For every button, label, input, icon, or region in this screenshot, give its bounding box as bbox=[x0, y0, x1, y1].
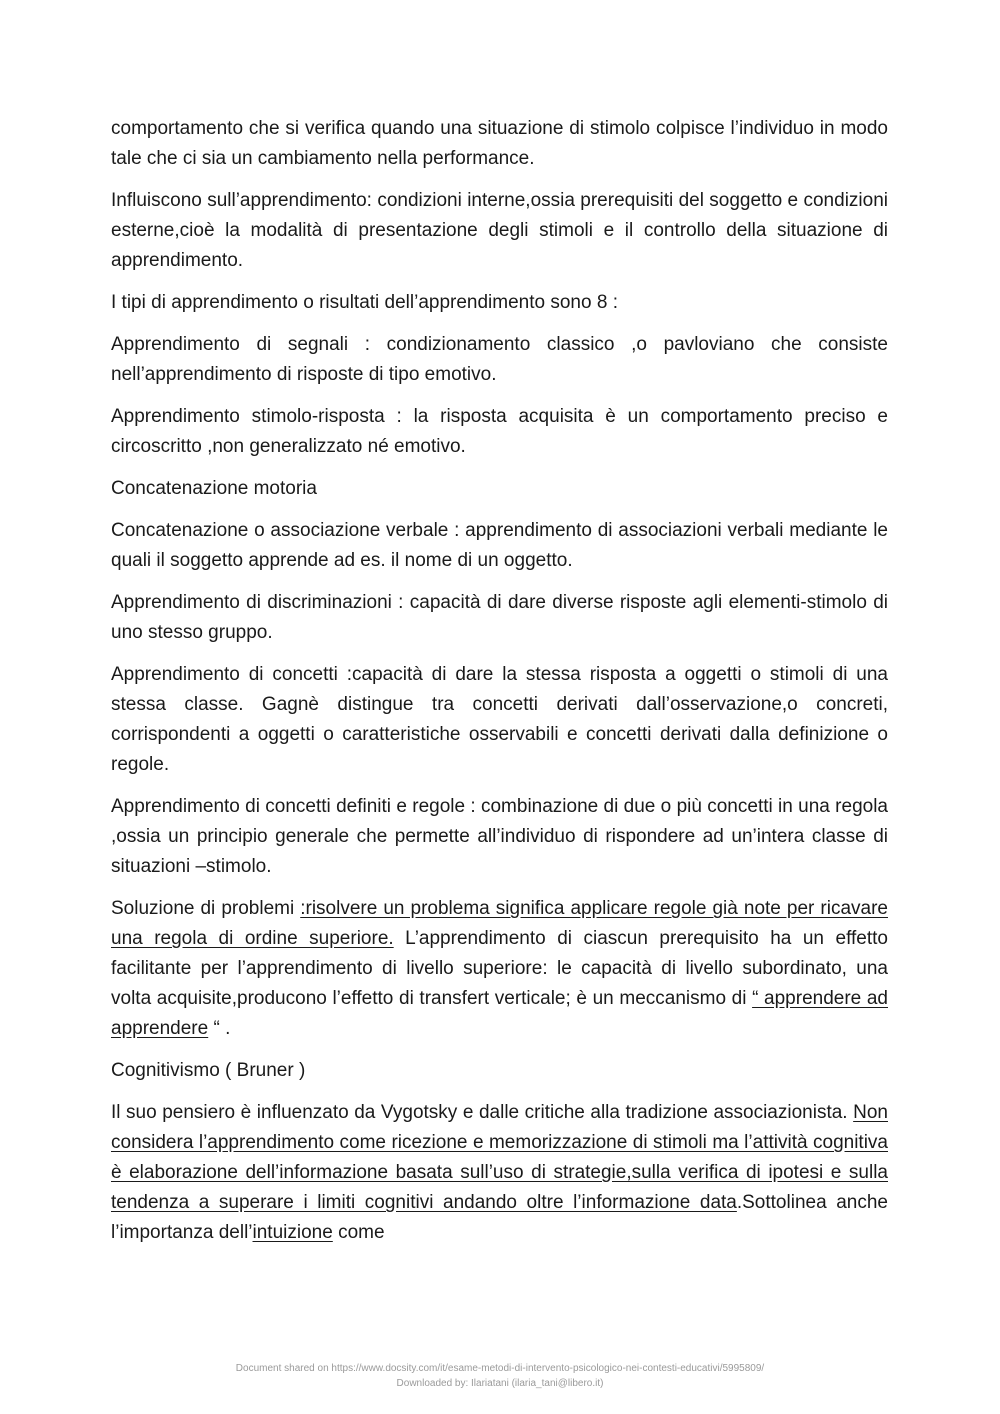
footer-download-line: Downloaded by: Ilariatani (ilaria_tani@libero.it) bbox=[396, 1378, 604, 1389]
text-run: Il suo pensiero è influenzato da Vygotsky e dalle critiche alla tradizione associazionista. bbox=[111, 1102, 854, 1123]
paragraph: Apprendimento di discriminazioni : capacità di dare diverse risposte agli elementi-stimolo di uno stesso gruppo. bbox=[111, 592, 888, 643]
paragraph: Influiscono sull’apprendimento: condizioni interne,ossia prerequisiti del soggetto e condizioni esterne,cioè la modalità di presentazione degli stimoli e il controllo della situazione di apprendimento. bbox=[111, 190, 888, 271]
underlined-text: Non considera l’apprendimento come ricezione e memorizzazione di stimoli ma l’attività cognitiva è elaborazione dell’informazione basata sull’uso di strategie,sulla verifica di ipotesi e sulla tendenza a superare i limiti cognitivi andando oltre l’informazione data bbox=[111, 1102, 888, 1213]
underlined-text: “ apprendere ad apprendere bbox=[111, 988, 888, 1039]
paragraph: I tipi di apprendimento o risultati dell’apprendimento sono 8 : bbox=[111, 292, 618, 313]
text-run: .Sottolinea anche l’importanza dell’ bbox=[111, 1192, 888, 1243]
underlined-text: :risolvere un problema significa applicare regole già note per ricavare una regola di ordine superiore. bbox=[111, 898, 888, 949]
document-body bbox=[111, 114, 888, 1248]
underlined-text: intuizione bbox=[252, 1222, 333, 1243]
text-run: “ . bbox=[208, 1018, 231, 1039]
paragraph: Apprendimento di concetti :capacità di dare la stessa risposta a oggetti o stimoli di una stessa classe. Gagnè distingue tra concetti derivati dall’osservazione,o concreti, corrispondenti a oggetti o caratteristiche osservabili e concetti derivati dalla definizione o regole. bbox=[111, 664, 888, 775]
paragraph bbox=[111, 894, 888, 1044]
paragraph: Apprendimento di segnali : condizionamento classico ,o pavloviano che consiste nell’apprendimento di risposte di tipo emotivo. bbox=[111, 334, 888, 385]
text-run: come bbox=[332, 1222, 385, 1243]
paragraph bbox=[111, 1098, 888, 1248]
paragraph: Apprendimento stimolo-risposta : la risposta acquisita è un comportamento preciso e circoscritto ,non generalizzato né emotivo. bbox=[111, 406, 888, 457]
text-run: L’apprendimento di ciascun prerequisito ha un effetto facilitante per l’apprendimento di livello superiore: le capacità di livello subordinato, una volta acquisite,producono l’effetto di transfert verticale; è un meccanismo di bbox=[111, 928, 888, 1009]
paragraph: Apprendimento di concetti definiti e regole : combinazione di due o più concetti in una regola ,ossia un principio generale che permette all’individuo di rispondere ad un’intera classe di situazioni –stimolo. bbox=[111, 796, 888, 877]
paragraph: Concatenazione o associazione verbale : apprendimento di associazioni verbali mediante le quali il soggetto apprende ad es. il nome di un oggetto. bbox=[111, 520, 888, 571]
section-heading: Concatenazione motoria bbox=[111, 478, 317, 499]
section-heading: Cognitivismo ( Bruner ) bbox=[111, 1060, 306, 1081]
footer-share-line: Document shared on https://www.docsity.com/it/esame-metodi-di-intervento-psicologico-nei-contesti-educativi/5995809/ bbox=[235, 1363, 765, 1374]
paragraph: comportamento che si verifica quando una situazione di stimolo colpisce l’individuo in modo tale che ci sia un cambiamento nella performance. bbox=[111, 118, 888, 169]
text-run: Soluzione di problemi bbox=[111, 898, 301, 919]
